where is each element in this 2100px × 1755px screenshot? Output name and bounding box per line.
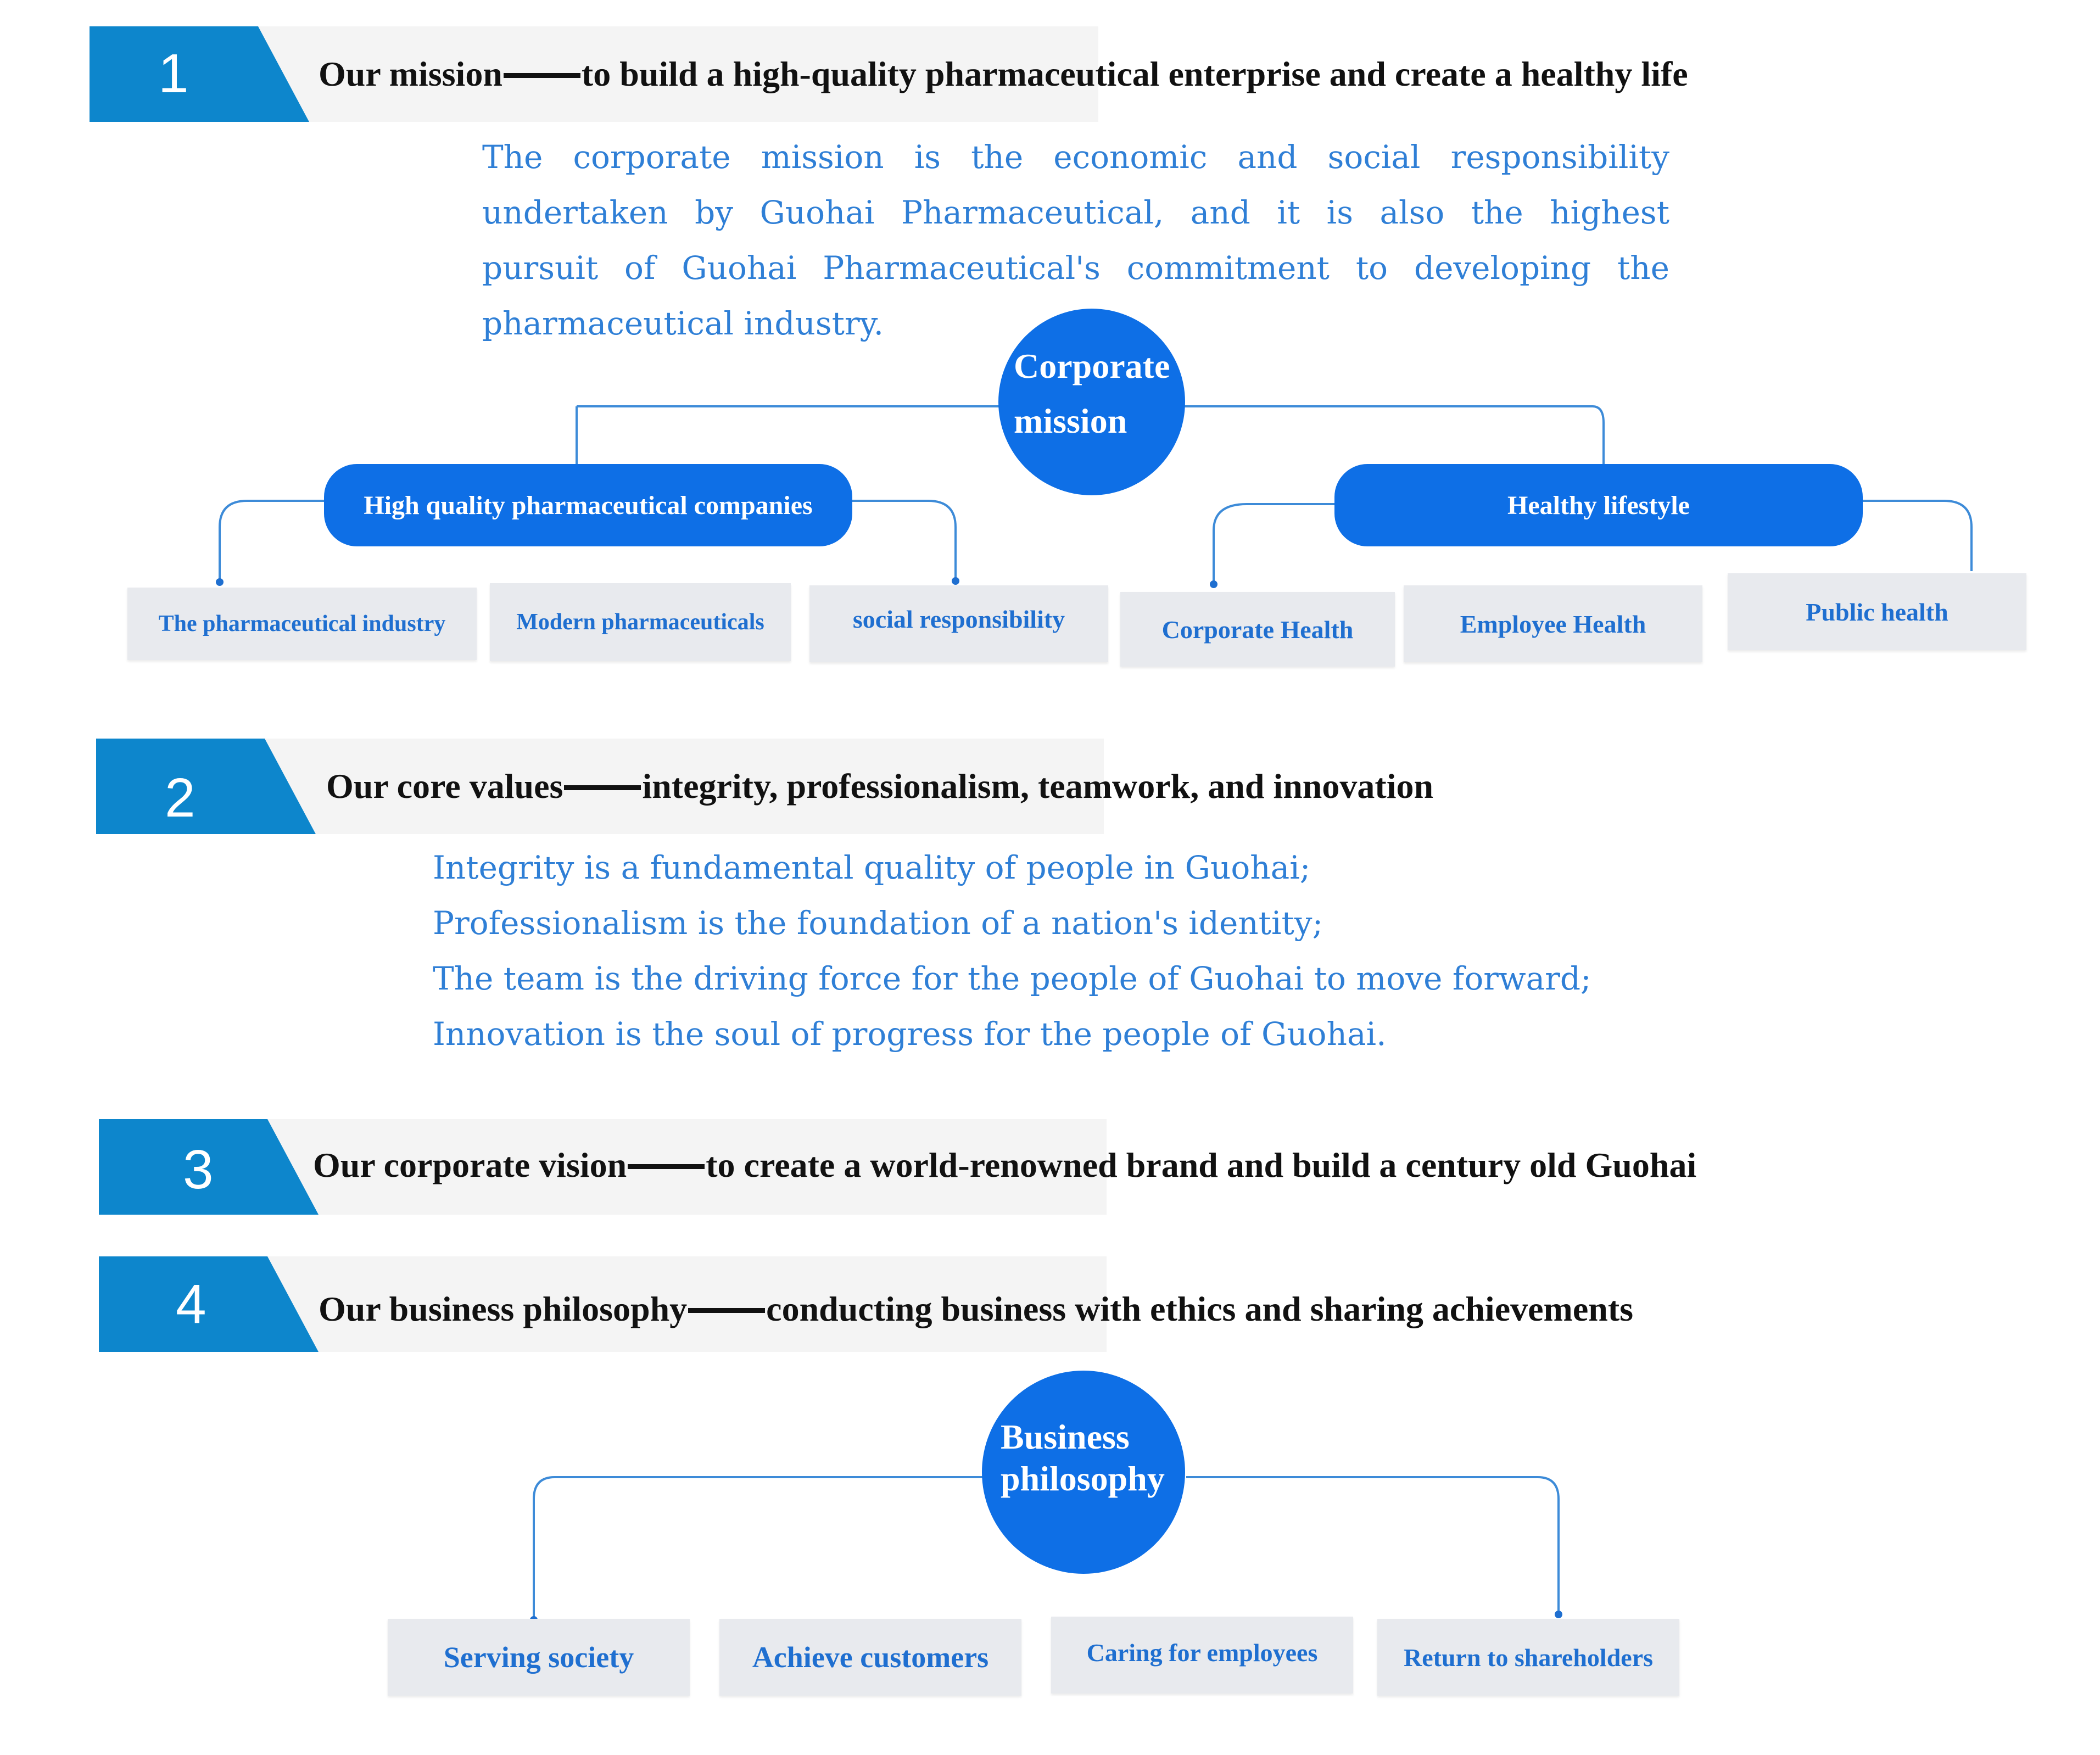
business-philosophy-circle (982, 1371, 1185, 1574)
circle-label-line2: mission (1014, 401, 1127, 440)
circle-label-line1: Corporate (1014, 346, 1170, 385)
core-value-line: The team is the driving force for the people of Guohai to move forward; (433, 960, 1591, 997)
box-public-health: Public health (1728, 573, 2026, 650)
section-title-rest: conducting business with ethics and sharing achievements (766, 1289, 1634, 1328)
section-title-rest: to create a world-renowned brand and build a century old Guohai (706, 1145, 1697, 1184)
section-number: 4 (176, 1273, 206, 1335)
box-employee-health: Employee Health (1404, 585, 1702, 662)
box-pharmaceutical-industry: The pharmaceutical industry (127, 588, 477, 660)
core-value-line: Integrity is a fundamental quality of people in Guohai; (433, 849, 1311, 886)
section-title-rest: to build a high-quality pharmaceutical enterprise and create a healthy life (581, 54, 1688, 93)
section-number: 1 (158, 43, 189, 104)
section-title-lead: Our core values (326, 767, 563, 806)
box-achieve-customers: Achieve customers (719, 1619, 1021, 1696)
section-title-lead: Our corporate vision (313, 1145, 627, 1184)
circle-label-line1: Business (1001, 1417, 1130, 1456)
healthy-lifestyle-pill: Healthy lifestyle (1334, 464, 1863, 546)
box-modern-pharmaceuticals: Modern pharmaceuticals (490, 583, 791, 661)
paragraph-line: pharmaceutical industry. (482, 305, 884, 342)
paragraph-line: undertaken by Guohai Pharmaceutical, and it is also the highest (482, 194, 1669, 231)
circle-label-line2: philosophy (1001, 1459, 1165, 1498)
box-caring-for-employees: Caring for employees (1051, 1617, 1353, 1693)
high-quality-companies-pill: High quality pharmaceutical companies (324, 464, 852, 546)
box-corporate-health: Corporate Health (1120, 592, 1395, 667)
section-number: 3 (183, 1139, 214, 1200)
paragraph-line: pursuit of Guohai Pharmaceutical's commitment to developing the (482, 249, 1669, 287)
box-social-responsibility: social responsibility (809, 585, 1108, 662)
box-return-to-shareholders: Return to shareholders (1377, 1619, 1679, 1696)
core-value-line: Innovation is the soul of progress for the people of Guohai. (433, 1015, 1387, 1053)
section-title-lead: Our business philosophy (319, 1289, 688, 1328)
section-title-lead: Our mission (319, 54, 502, 93)
core-value-line: Professionalism is the foundation of a nation's identity; (433, 904, 1323, 942)
box-serving-society: Serving society (388, 1619, 690, 1696)
section-title-rest: integrity, professionalism, teamwork, and innovation (642, 767, 1434, 806)
paragraph-line: The corporate mission is the economic and social responsibility (482, 138, 1669, 176)
section-number: 2 (165, 767, 196, 829)
